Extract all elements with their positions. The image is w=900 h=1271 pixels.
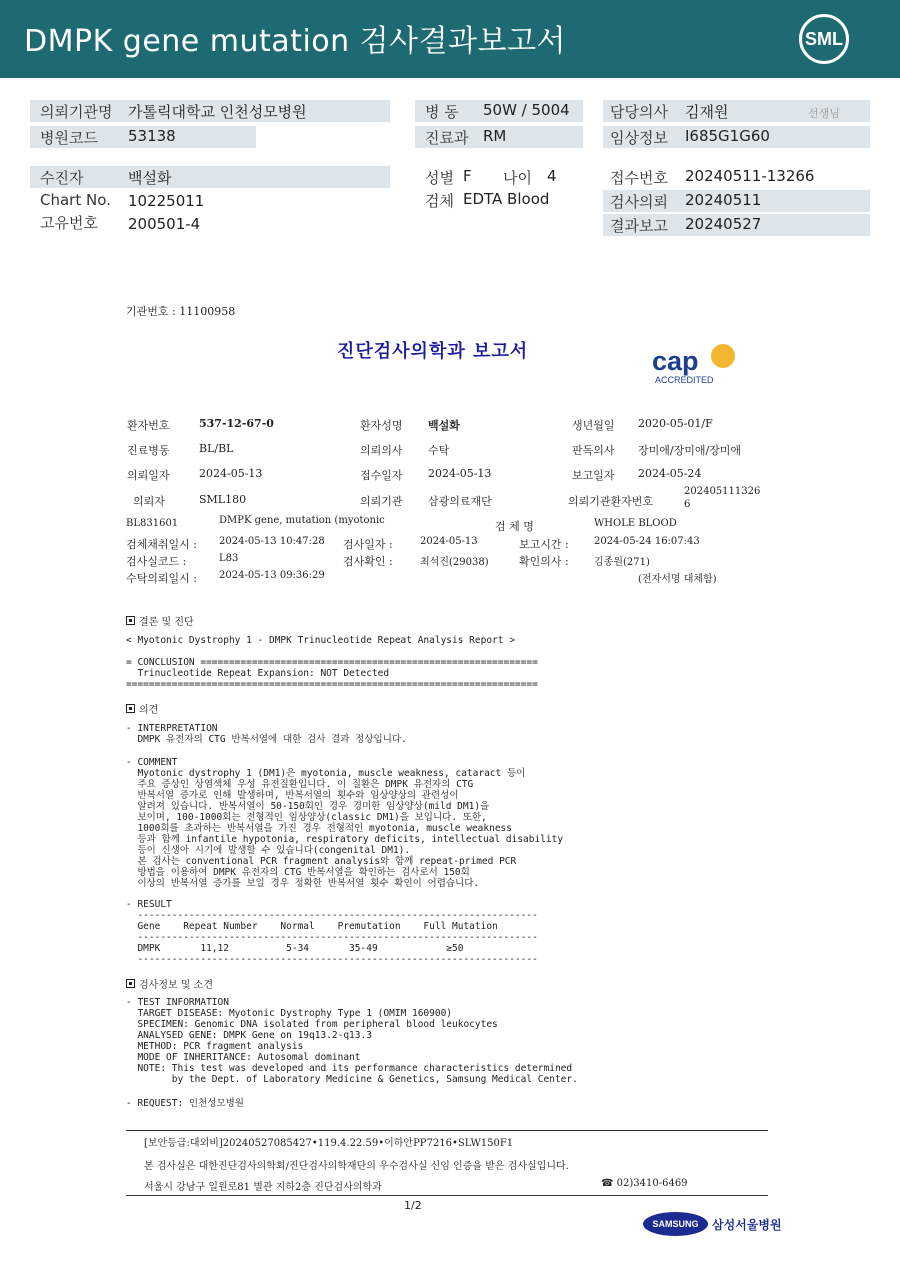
requesting-org-value: 가톨릭대학교 인천성모병원 bbox=[128, 103, 307, 121]
specimen-value: EDTA Blood bbox=[463, 190, 550, 208]
grid-value: BL/BL bbox=[199, 442, 234, 455]
report-date-value: 20240527 bbox=[685, 215, 762, 233]
grid-label: 판독의사 bbox=[572, 444, 615, 457]
request-line: - REQUEST: 인천성모병원 bbox=[126, 1098, 244, 1109]
test-name: DMPK gene, mutation (myotonic bbox=[219, 515, 385, 526]
section-heading bbox=[126, 701, 158, 716]
security-line: [보안등급:대외비]20240527085427•119.4.22.59•이하안PP7216•SLW150F1 bbox=[144, 1138, 514, 1149]
cap-text: cap bbox=[652, 346, 699, 376]
grid-value: 2020-05-01/F bbox=[638, 417, 713, 430]
receipt-label: 접수번호 bbox=[610, 169, 668, 187]
grid-label: 진료병동 bbox=[127, 444, 170, 457]
interpretation-block: - INTERPRETATION DMPK 유전자의 CTG 반복서열에 대한 검사 결과 정상입니다. bbox=[126, 723, 407, 745]
grid-value: 2024-05-24 bbox=[638, 467, 702, 480]
lab-phone: ☎ 02)3410-6469 bbox=[601, 1178, 688, 1189]
comment-block: - COMMENT Myotonic dystrophy 1 (DM1)은 myotonia, muscle weakness, cataract 등이 주요 증상인 상염색체 우성 유전질환입니다. 이 질환은 DMPK 유전자의 CTG 반복서열 증가로 인해 발생하며, 반복서열의 횟수와 임상양상의 관련성이 알려져 있습니다. 반복서열이 50-150회인 경우 경미한 임상양상(mild DM1)을 보이며, 100-1000회는 전형적인 임상양상(classic DM1)을 보입니다. 또한, 1000회를 초과하는 반복서열을 가진 경우 전형적인 myotonia, muscle weakness 등과 함께 infantile hypotonia, respiratory deficits, intellectual disability 등이 신생아 시기에 발생할 수 있습니다(congenital DM1). 본 검사는 conventional PCR fragment analysis와 함께 repeat-primed PCR 방법을 이용하여 DMPK 유전자의 CTG 반복서열을 확인하는 검사로서 150회 이상의 반복서열 증가를 보일 경우 정확한 반복서열 횟수 확인이 어렵습니다. bbox=[126, 757, 564, 889]
request-value: 20240511 bbox=[685, 191, 762, 209]
section-heading bbox=[126, 613, 194, 628]
page-number: 1/2 bbox=[404, 1199, 422, 1212]
patient-value: 백설화 bbox=[128, 169, 172, 187]
report-date-label: 결과보고 bbox=[610, 217, 668, 235]
report-title: 진단검사의학과 보고서 bbox=[337, 341, 529, 362]
dept-label: 진료과 bbox=[425, 129, 469, 147]
confirmer-label: 확인의사 : bbox=[519, 555, 569, 568]
receipt-value: 20240511-13266 bbox=[685, 167, 815, 185]
doctor-value: 김재원 bbox=[685, 103, 729, 121]
conclusion-block: = CONCLUSION =========================================================== Trinucleotide Repeat Expansion: NOT Detected ======================================================================== bbox=[126, 657, 538, 690]
lab-code-label: 검사실코드 : bbox=[126, 555, 187, 568]
grid-value: 6 bbox=[684, 499, 691, 510]
test-date-value: 2024-05-13 bbox=[420, 536, 478, 547]
clinical-value: I685G1G60 bbox=[685, 127, 770, 145]
chart-value: 10225011 bbox=[128, 192, 205, 210]
doctor-label: 담당의사 bbox=[610, 103, 668, 121]
result-block: - RESULT ---------------------------------------------------------------------- Gene Repeat Number Normal Premutation Full Mutation ---------------------------------------------------------------------- DMPK 11,12 5-34 35-49 ≥50 ---------------------------------------------------------------------- bbox=[126, 899, 538, 965]
consign-value: 2024-05-13 09:36:29 bbox=[219, 570, 325, 581]
report-time-value: 2024-05-24 16:07:43 bbox=[594, 536, 700, 547]
doctor-suffix: 선생님 bbox=[808, 107, 840, 120]
sex-value: F bbox=[463, 167, 472, 185]
collect-label: 검체채취일시 : bbox=[126, 538, 197, 551]
lab-address: 서울시 강남구 일원로81 별관 지하2층 진단검사의학과 bbox=[144, 1182, 382, 1193]
grid-value: 백설화 bbox=[428, 419, 460, 432]
grid-label: 환자성명 bbox=[360, 419, 403, 432]
grid-value: 537-12-67-0 bbox=[199, 417, 274, 430]
requesting-org-label: 의뢰기관명 bbox=[40, 103, 113, 121]
test-code: BL831601 bbox=[126, 518, 179, 529]
collect-value: 2024-05-13 10:47:28 bbox=[219, 536, 325, 547]
specimen-name-value: WHOLE BLOOD bbox=[594, 518, 677, 529]
smc-logo-text: 삼성서울병원 bbox=[712, 1218, 782, 1232]
lab-code-value: L83 bbox=[219, 553, 239, 564]
grid-label: 의뢰기관 bbox=[360, 495, 403, 508]
grid-value: 삼광의료재단 bbox=[428, 495, 492, 508]
report-time-label: 보고시간 : bbox=[519, 538, 569, 551]
info-band bbox=[30, 166, 390, 188]
hospital-code-value: 53138 bbox=[128, 127, 176, 145]
divider bbox=[126, 1130, 768, 1131]
dept-value: RM bbox=[483, 127, 507, 145]
sex-label: 성별 bbox=[425, 169, 454, 187]
document-title: DMPK gene mutation 검사결과보고서 bbox=[24, 24, 567, 59]
unique-label: 고유번호 bbox=[40, 214, 98, 232]
test-date-label: 검사일자 : bbox=[343, 538, 393, 551]
ward-label: 병 동 bbox=[425, 103, 459, 121]
grid-value: 장미애/장미애/장미애 bbox=[638, 444, 742, 457]
unique-value: 200501-4 bbox=[128, 215, 201, 233]
grid-label: 의뢰자 bbox=[133, 495, 165, 508]
grid-value: 202405111326 bbox=[684, 486, 761, 497]
checkbox-icon bbox=[126, 616, 135, 625]
header-bar bbox=[0, 0, 900, 78]
test-info-block: - TEST INFORMATION TARGET DISEASE: Myotonic Dystrophy Type 1 (OMIM 160900) SPECIMEN: Genomic DNA isolated from peripheral blood leukocytes ANALYSED GENE: DMPK Gene on 19q13.2-q13.3 METHOD: PCR fragment analysis MODE OF INHERITANCE: Autosomal dominant NOTE: This test was developed and its performance characteristics determined by the Dept. of Laboratory Medicine & Genetics, Samsung Medical Center. bbox=[126, 997, 578, 1085]
specimen-label: 검체 bbox=[425, 192, 454, 210]
esign-note: (전자서명 대체함) bbox=[638, 574, 717, 585]
grid-label: 생년월일 bbox=[572, 419, 615, 432]
grid-label: 환자번호 bbox=[127, 419, 170, 432]
divider bbox=[126, 1195, 768, 1196]
age-value: 4 bbox=[547, 167, 557, 185]
section-title: 검사정보 및 소견 bbox=[139, 980, 213, 991]
specimen-name-label: 검 체 명 bbox=[495, 520, 534, 533]
cap-accredited-text: ACCREDITED bbox=[655, 375, 714, 385]
clinical-label: 임상정보 bbox=[610, 129, 668, 147]
certification-note: 본 검사실은 대한진단검사의학회/진단검사의학재단의 우수검사실 신임 인증을 받은 검사실입니다. bbox=[144, 1161, 569, 1172]
grid-label: 보고일자 bbox=[572, 469, 615, 482]
confirmer-value: 김종원(271) bbox=[594, 557, 650, 568]
checkbox-icon bbox=[126, 704, 135, 713]
grid-label: 접수일자 bbox=[360, 469, 403, 482]
grid-value: 2024-05-13 bbox=[199, 467, 263, 480]
consign-label: 수탁의뢰일시 : bbox=[126, 572, 197, 585]
sml-logo: SML bbox=[799, 14, 849, 64]
age-label: 나이 bbox=[503, 169, 532, 187]
confirm-value: 최석진(29038) bbox=[420, 557, 489, 568]
grid-value: SML180 bbox=[199, 493, 247, 506]
grid-label: 의뢰의사 bbox=[360, 444, 403, 457]
grid-value: 수탁 bbox=[428, 444, 450, 457]
samsung-logo: SAMSUNG bbox=[643, 1212, 708, 1236]
section-title: 결론 및 진단 bbox=[139, 617, 194, 628]
grid-label: 의뢰기관환자번호 bbox=[568, 495, 654, 508]
request-label: 검사의뢰 bbox=[610, 193, 668, 211]
grid-value: 2024-05-13 bbox=[428, 467, 492, 480]
cap-accredited-logo bbox=[650, 342, 745, 388]
confirm-label: 검사확인 : bbox=[343, 555, 393, 568]
cap-emblem-icon bbox=[711, 344, 735, 368]
hospital-code-label: 병원코드 bbox=[40, 129, 98, 147]
section-title: 의견 bbox=[139, 705, 159, 716]
checkbox-icon bbox=[126, 979, 135, 988]
grid-label: 의뢰일자 bbox=[127, 469, 170, 482]
chart-label: Chart No. bbox=[40, 191, 111, 209]
org-number: 기관번호 : 11100958 bbox=[126, 305, 236, 318]
report-name: < Myotonic Dystrophy 1 - DMPK Trinucleotide Repeat Analysis Report > bbox=[126, 635, 515, 646]
patient-label: 수진자 bbox=[40, 169, 84, 187]
ward-value: 50W / 5004 bbox=[483, 101, 570, 119]
section-heading bbox=[126, 976, 213, 991]
